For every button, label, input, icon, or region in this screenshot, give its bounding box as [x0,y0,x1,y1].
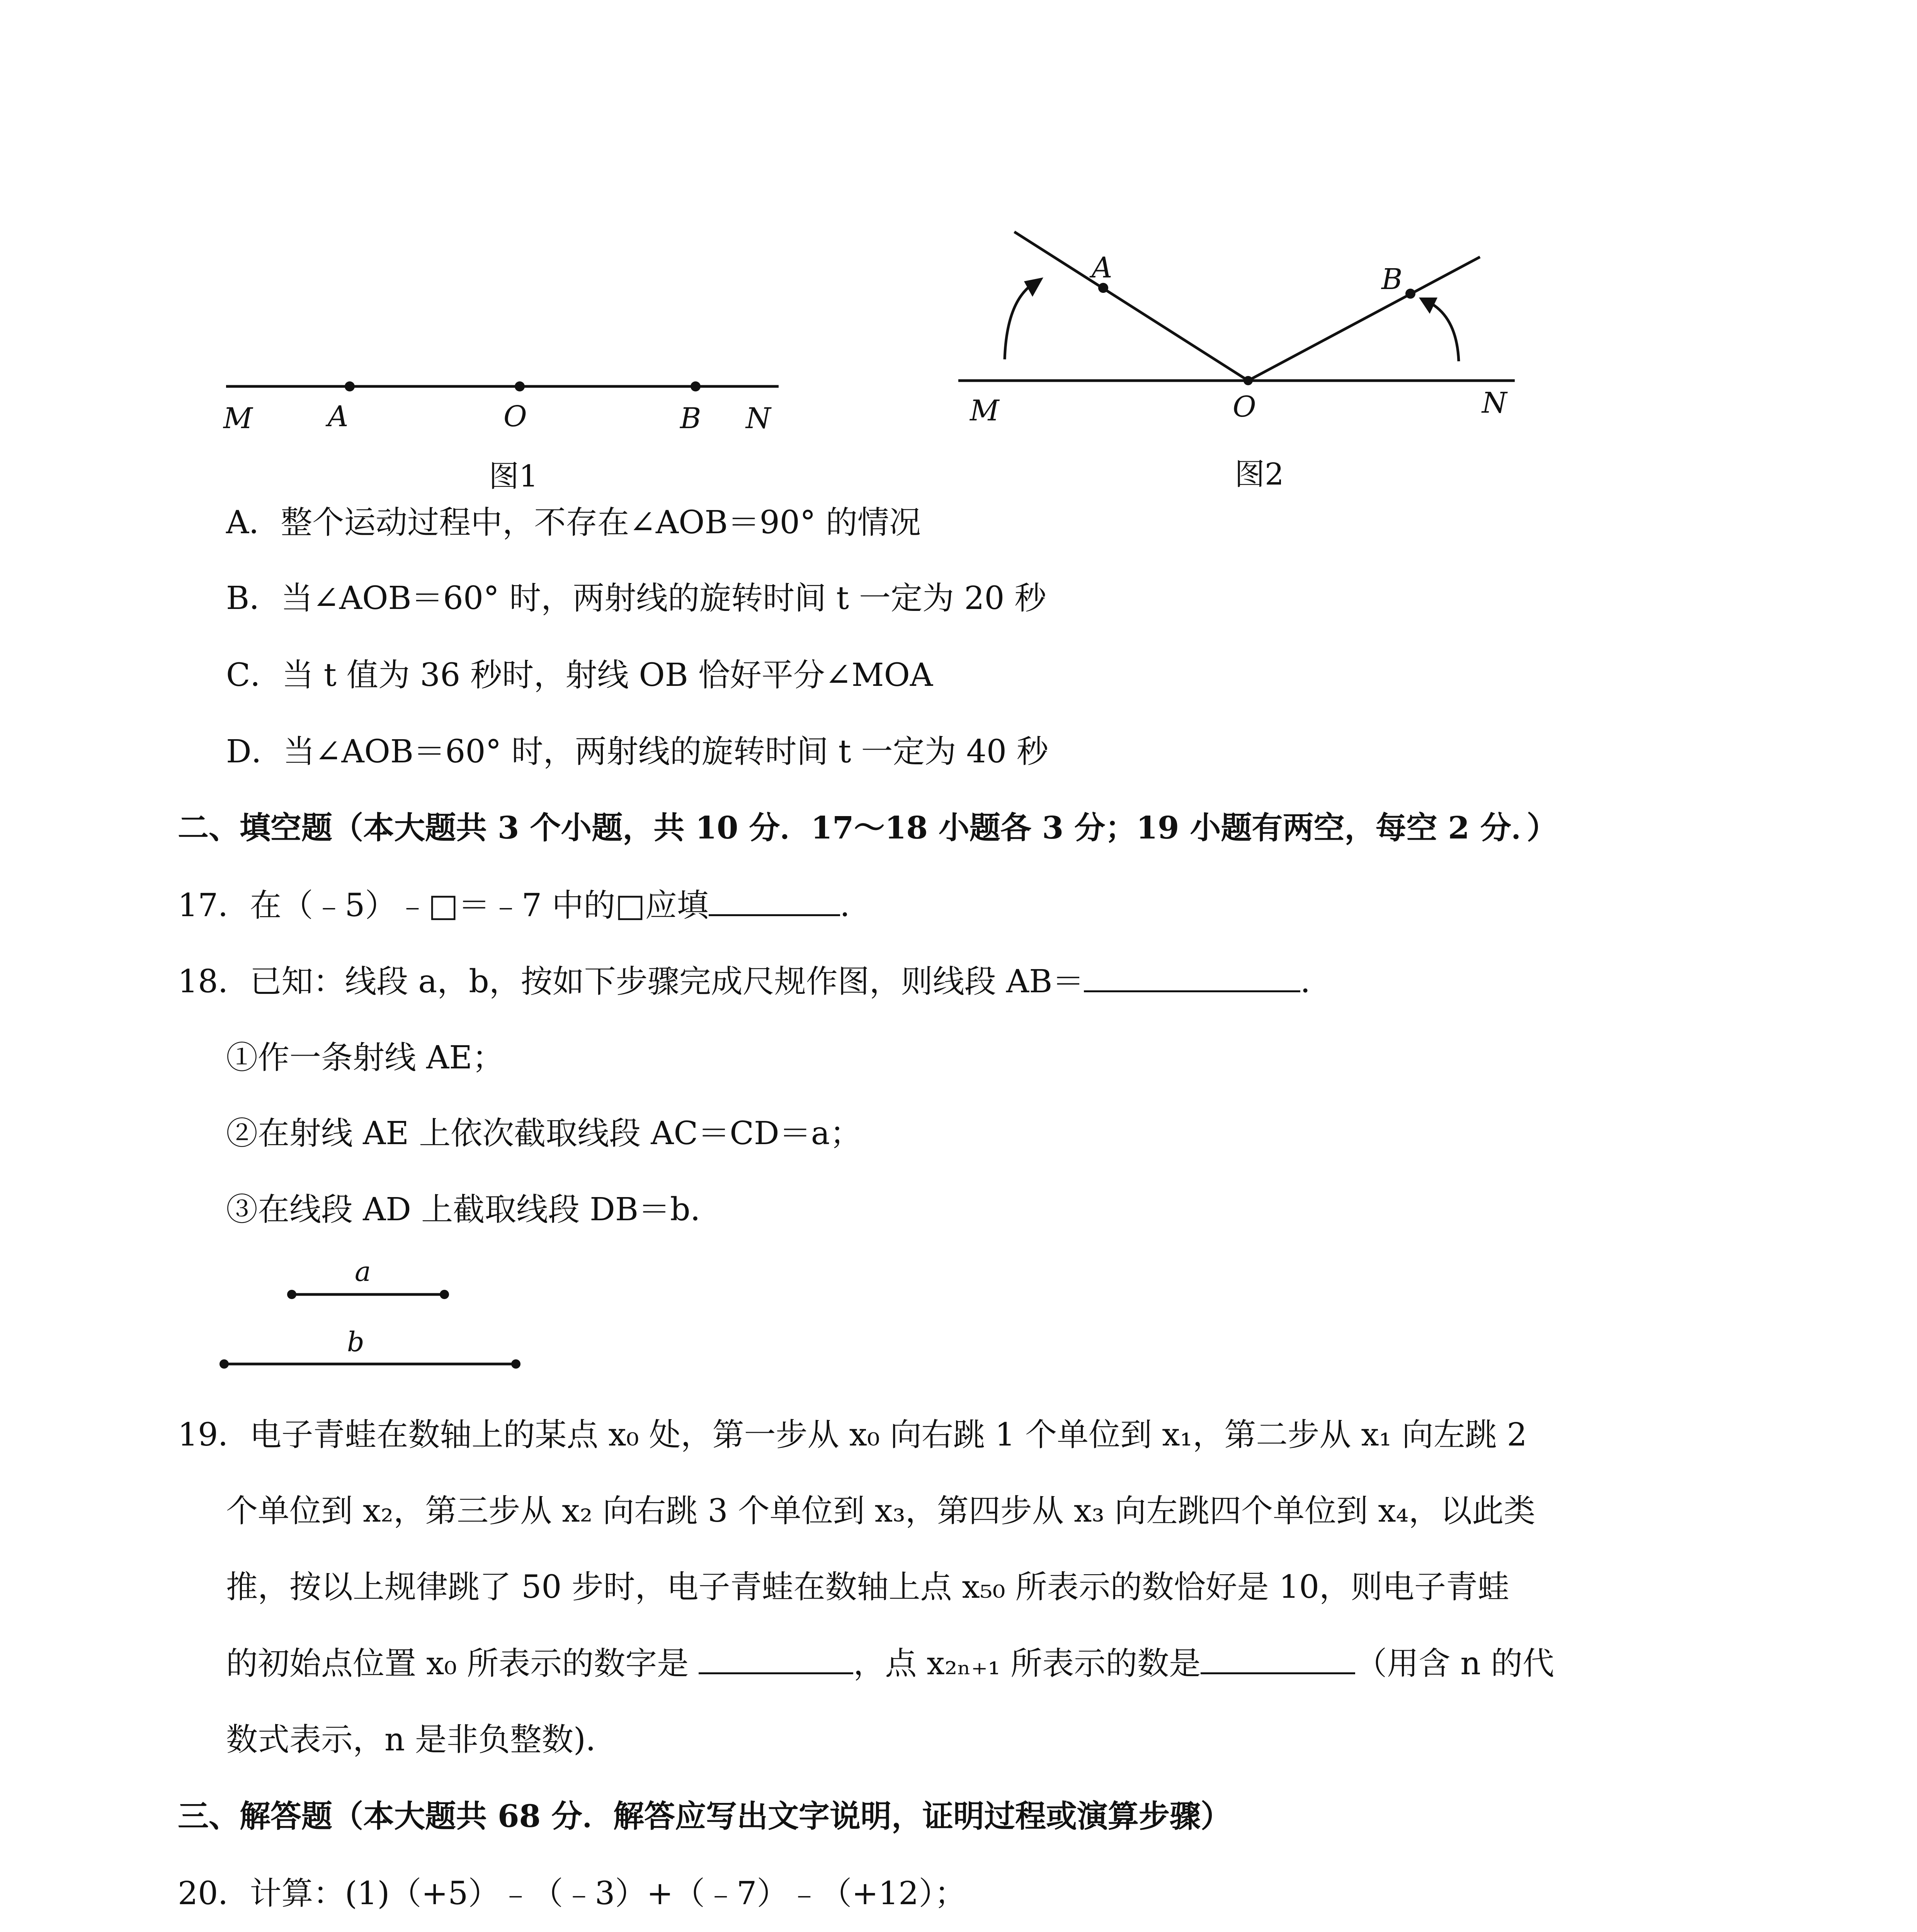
segment-b-label: b [347,1326,364,1358]
question-19-line-5: 数式表示，n 是非负整数)． [226,1721,617,1758]
question-19-line-2: 个单位到 x₂，第三步从 x₂ 向右跳 3 个单位到 x₃，第四步从 x₃ 向左跳四个单位到 x₄，以此类 [226,1493,1536,1529]
option-text: 当 t 值为 36 秒时，射线 OB 恰好平分∠MOA [282,657,933,694]
option-letter: A． [226,504,281,541]
question-end: ． [840,887,872,924]
question-20 [178,1875,966,1912]
question-end: ． [1300,963,1332,1000]
option-letter: B． [226,580,281,617]
question-number: 17． [178,887,250,924]
fig2-caption: 图2 [1235,457,1284,492]
answer-blank-1[interactable] [699,1649,853,1674]
option-text: 当∠AOB＝60° 时，两射线的旋转时间 t 一定为 20 秒 [281,580,1046,617]
question-text: 在（﹣5）﹣□＝﹣7 中的□应填 [250,887,709,924]
fig2-label-n: N [1482,386,1507,420]
segment-a-label: a [355,1256,371,1287]
fig1-caption: 图1 [489,459,538,494]
question-number: 18． [178,963,250,1000]
question-text: ，点 x₂ₙ₊₁ 所表示的数是 [853,1645,1201,1682]
fig1-label-a: A [328,400,349,433]
fig2-label-o: O [1233,390,1256,423]
section-3-title: 三、解答题（本大题共 68 分．解答应写出文字说明，证明过程或演算步骤） [178,1798,1232,1834]
option-letter: C． [226,657,282,694]
step-text: 在射线 AE 上依次截取线段 AC＝CD＝a； [258,1115,862,1152]
step-mark: ① [226,1039,258,1076]
step-text: 作一条射线 AE； [258,1039,504,1076]
fig1-label-n: N [746,402,771,435]
question-text: 的初始点位置 x₀ 所表示的数字是 [226,1645,689,1682]
fig2-label-m: M [970,394,999,427]
fig1-label-o: O [503,400,527,433]
step-mark: ③ [226,1191,258,1228]
question-19-line-3: 推，按以上规律跳了 50 步时，电子青蛙在数轴上点 x₅₀ 所表示的数恰好是 10，则电子青蛙 [226,1569,1510,1605]
step-mark: ② [226,1115,258,1152]
option-letter: D． [226,733,283,770]
question-text: （用含 n 的代 [1355,1645,1555,1682]
fig1-label-m: M [223,402,253,435]
question-text: 已知：线段 a，b，按如下步骤完成尺规作图，则线段 AB＝ [250,963,1084,1000]
question-number: 19． [178,1417,250,1453]
answer-blank-2[interactable] [1201,1649,1355,1674]
option-text: 整个运动过程中，不存在∠AOB＝90° 的情况 [281,504,921,541]
step-text: 在线段 AD 上截取线段 DB＝b． [258,1191,722,1228]
question-text: 电子青蛙在数轴上的某点 x₀ 处，第一步从 x₀ 向右跳 1 个单位到 x₁，第二步从 x₁ 向左跳 2 [250,1417,1527,1453]
section-2-title: 二、填空题（本大题共 3 个小题，共 10 分．17～18 小题各 3 分；19 小题有两空，每空 2 分．） [178,810,1558,846]
question-19-line-1 [178,1419,1527,1451]
fig2-label-a: A [1092,251,1112,284]
fig1-label-b: B [680,402,701,435]
question-19-line-4 [226,1645,1555,1682]
fig2-label-b: B [1381,263,1403,296]
question-part-1: 计算：(1)（+5）﹣（﹣3）+（﹣7）﹣（+12）； [250,1875,966,1912]
option-text: 当∠AOB＝60° 时，两射线的旋转时间 t 一定为 40 秒 [283,733,1049,770]
question-number: 20． [178,1875,250,1912]
